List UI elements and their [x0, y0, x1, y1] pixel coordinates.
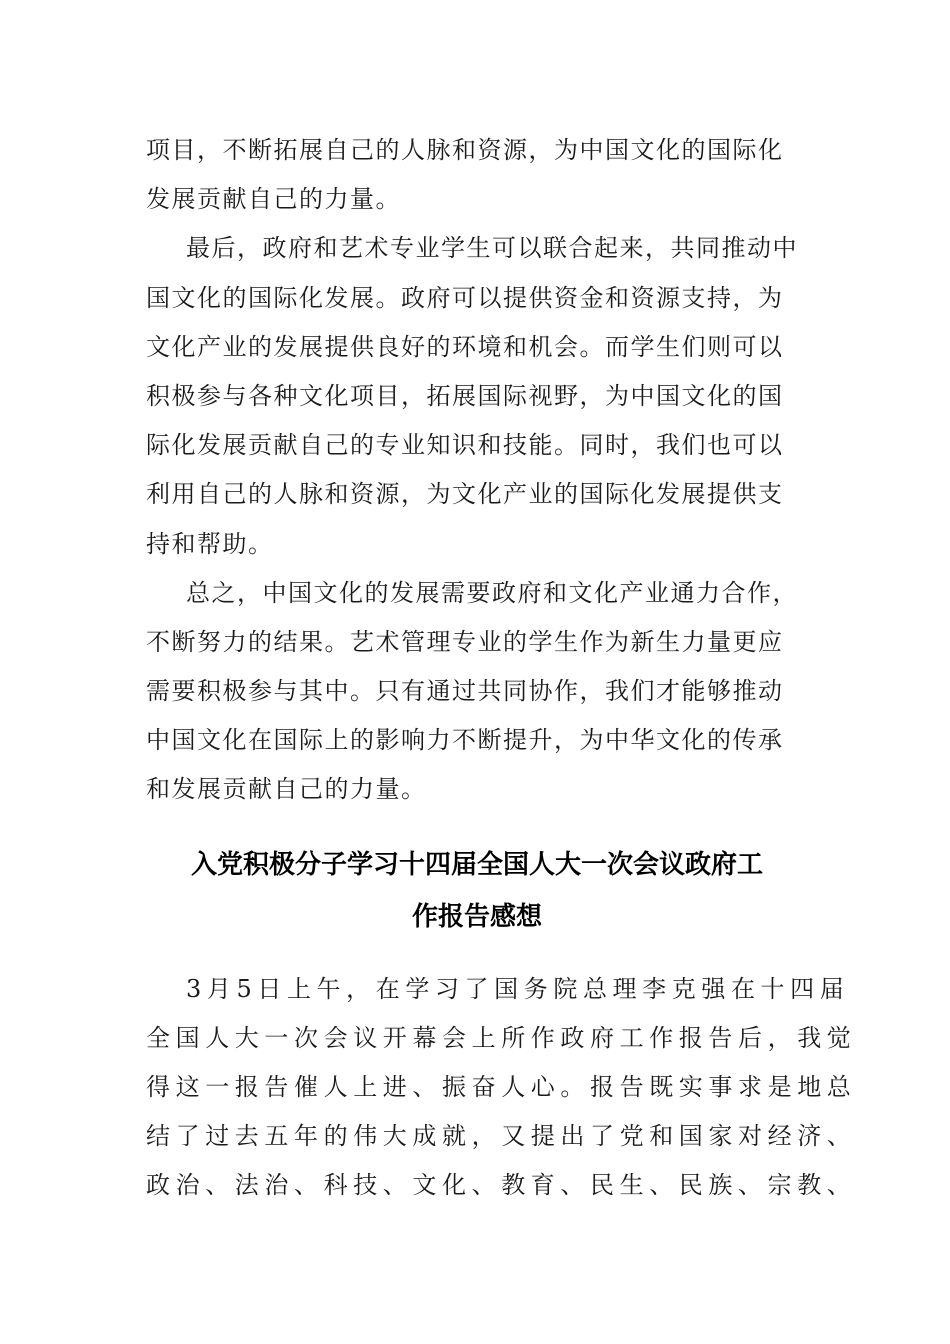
- text-line: 需要积极参与其中。只有通过共同协作，我们才能够推动: [146, 677, 784, 706]
- paragraph-conclusion: [146, 569, 808, 815]
- text-line: 结了过去五年的伟大成就，又提出了党和国家对经济、: [146, 1122, 857, 1151]
- article-title-line: 入党积极分子学习十四届全国人大一次会议政府工: [190, 849, 763, 880]
- text-line: 利用自己的人脉和资源，为文化产业的国际化发展提供支: [146, 480, 784, 509]
- text-line: 中国文化在国际上的影响力不断提升，为中华文化的传承: [146, 726, 784, 755]
- text-line: 持和帮助。: [146, 529, 274, 558]
- text-line: 发展贡献自己的力量。: [146, 185, 401, 214]
- text-line: 最后，政府和艺术专业学生可以联合起来，共同推动中: [186, 234, 798, 263]
- text-line: 得这一报告催人上进、振奋人心。报告既实事求是地总: [146, 1073, 857, 1101]
- paragraph-finally: [146, 224, 808, 568]
- text-line: 项目，不断拓展自己的人脉和资源，为中国文化的国际化: [146, 136, 784, 164]
- text-line: 政治、法治、科技、文化、教育、民生、民族、宗教、: [146, 1171, 857, 1200]
- text-line: 际化发展贡献自己的专业知识和技能。同时，我们也可以: [146, 431, 784, 460]
- paragraph-opening: [146, 965, 857, 1211]
- text-line: 3月5日上午，在学习了国务院总理李克强在十四届: [186, 974, 850, 1003]
- text-line: 国文化的国际化发展。政府可以提供资金和资源支持，为: [146, 283, 784, 312]
- text-line: 全国人大一次会议开幕会上所作政府工作报告后，我觉: [146, 1023, 857, 1052]
- text-line: 和发展贡献自己的力量。: [146, 775, 427, 804]
- document-body: [146, 126, 857, 1211]
- paragraph-continuation: [146, 126, 808, 224]
- text-line: 积极参与各种文化项目，拓展国际视野，为中国文化的国: [146, 381, 784, 410]
- text-line: 不断努力的结果。艺术管理专业的学生作为新生力量更应: [146, 627, 784, 656]
- article-title: [136, 839, 818, 943]
- text-line: 总之，中国文化的发展需要政府和文化产业通力合作，: [186, 578, 798, 607]
- text-line: 文化产业的发展提供良好的环境和机会。而学生们则可以: [146, 332, 784, 361]
- article-title-line: 作报告感想: [411, 901, 542, 932]
